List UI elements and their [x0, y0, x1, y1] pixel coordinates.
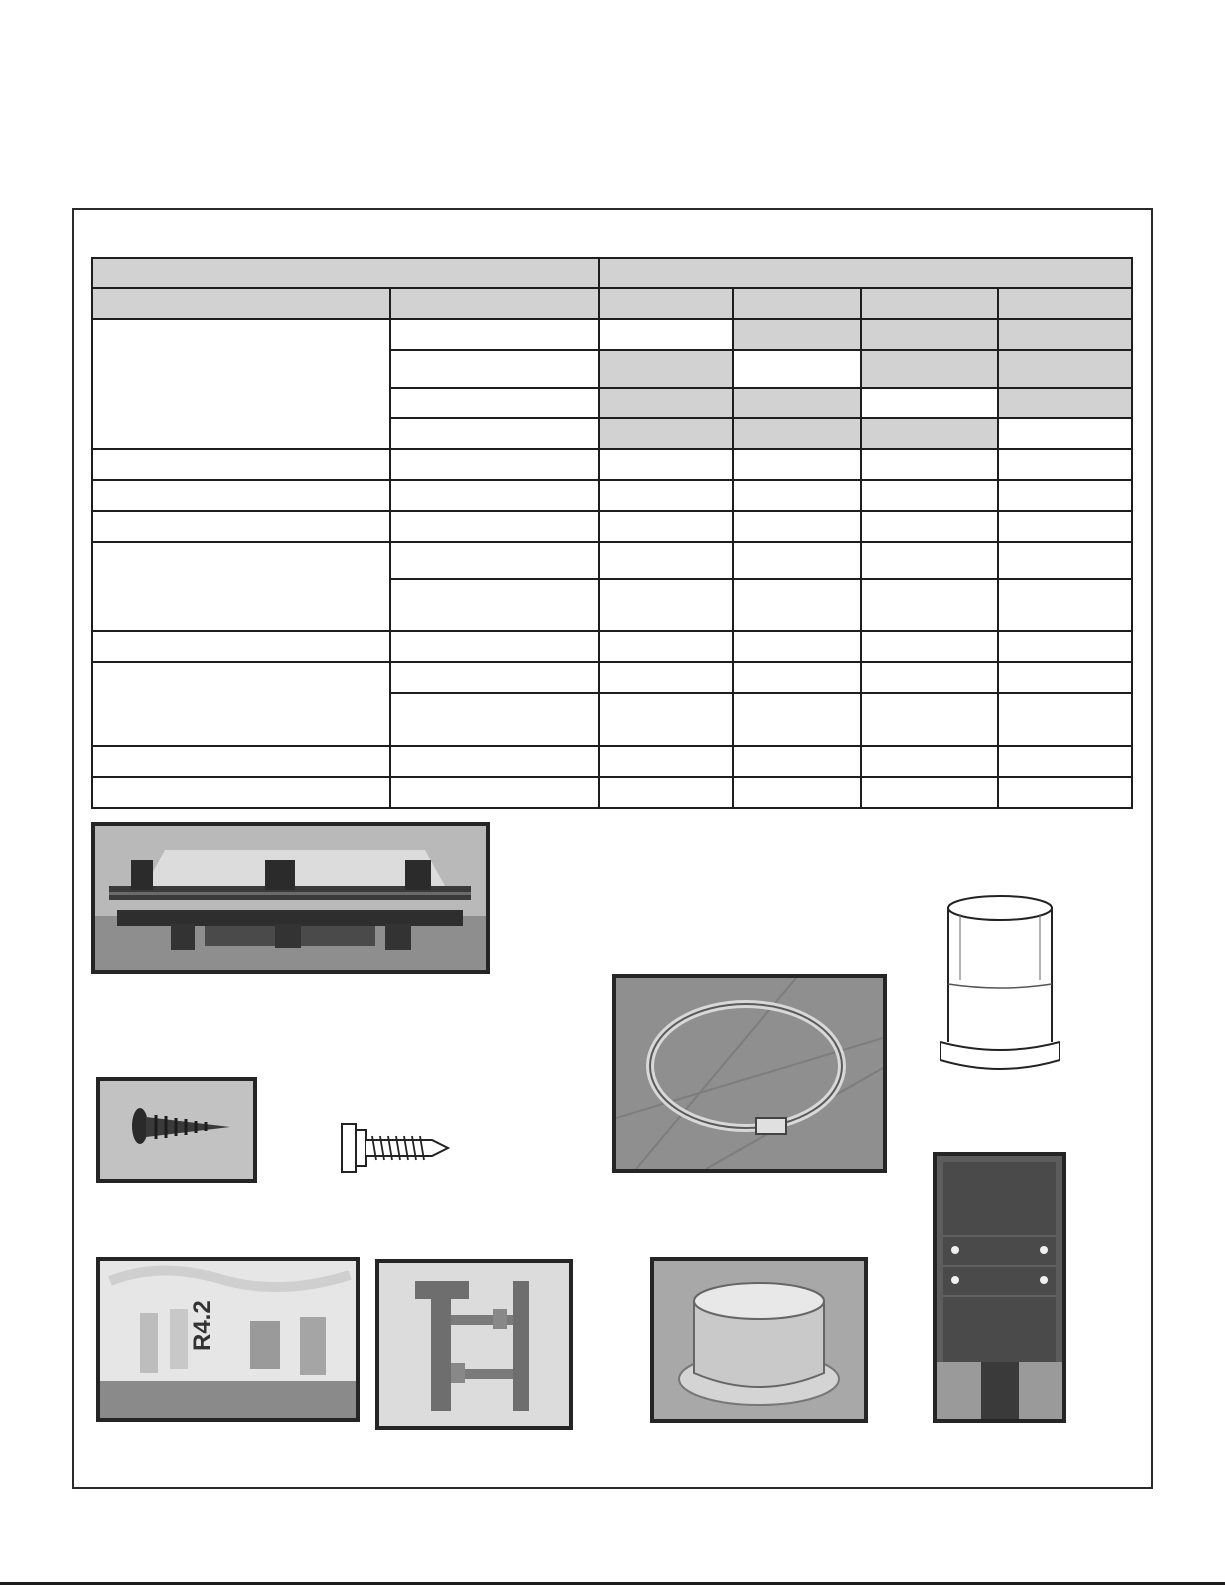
table-cell [998, 418, 1132, 449]
wall-bracket-photo [91, 822, 490, 974]
table-cell [390, 631, 599, 662]
header-cell [92, 288, 390, 319]
table-cell [861, 631, 998, 662]
table-cell [998, 693, 1132, 746]
table-cell [998, 449, 1132, 480]
table-cell [733, 449, 861, 480]
table-cell [733, 388, 861, 418]
table-cell [861, 777, 998, 808]
parts-table [91, 257, 1133, 809]
table-cell [390, 542, 599, 579]
table-cell [599, 631, 733, 662]
table-cell [92, 319, 390, 449]
table-cell [998, 746, 1132, 777]
table-cell [599, 418, 733, 449]
table-cell [733, 480, 861, 511]
table-cell [861, 746, 998, 777]
pipe-sleeve-drawing [940, 892, 1060, 1084]
table-cell [390, 418, 599, 449]
table-cell [599, 542, 733, 579]
table-row [92, 511, 1132, 542]
table-cell [390, 511, 599, 542]
table-cell [92, 480, 390, 511]
table-cell [599, 388, 733, 418]
table-subheader-row [92, 288, 1132, 319]
table-cell [733, 319, 861, 350]
table-cell [390, 449, 599, 480]
table-cell [998, 631, 1132, 662]
table-cell [599, 662, 733, 693]
table-cell [998, 777, 1132, 808]
table-cell [599, 449, 733, 480]
table-cell [390, 746, 599, 777]
table-cell [390, 693, 599, 746]
bag-label-text: R4.2 [189, 1300, 216, 1351]
header-cell [390, 288, 599, 319]
hex-head-screw-photo [96, 1077, 257, 1183]
table-cell [599, 777, 733, 808]
table-row [92, 319, 1132, 350]
table-cell [599, 511, 733, 542]
heat-shield-photo [933, 1152, 1066, 1423]
table-cell [733, 579, 861, 631]
table-cell [733, 511, 861, 542]
table-cell [861, 319, 998, 350]
table-cell [998, 480, 1132, 511]
table-cell [390, 579, 599, 631]
table-header-row [92, 258, 1132, 288]
table-cell [92, 449, 390, 480]
table-cell [861, 579, 998, 631]
table-row [92, 746, 1132, 777]
table-cell [861, 388, 998, 418]
table-cell [92, 777, 390, 808]
table-cell [599, 350, 733, 388]
table-cell [861, 418, 998, 449]
table-cell [998, 579, 1132, 631]
table-cell [92, 662, 390, 746]
header-cell [599, 258, 1132, 288]
spacer-bracket-photo [375, 1259, 573, 1430]
table-cell [92, 542, 390, 631]
table-cell [998, 511, 1132, 542]
header-cell [998, 288, 1132, 319]
table-cell [733, 693, 861, 746]
self-drilling-screw-drawing [336, 1118, 456, 1178]
table-cell [733, 418, 861, 449]
table-cell [733, 746, 861, 777]
table-row [92, 480, 1132, 511]
table-cell [861, 662, 998, 693]
header-cell [861, 288, 998, 319]
table-cell [599, 480, 733, 511]
table-cell [861, 449, 998, 480]
table-cell [998, 662, 1132, 693]
table-cell [599, 746, 733, 777]
insulation-bag-photo [96, 1257, 360, 1422]
table-cell [390, 480, 599, 511]
header-cell [733, 288, 861, 319]
table-cell [998, 542, 1132, 579]
table-cell [733, 631, 861, 662]
table-cell [998, 319, 1132, 350]
table-row [92, 542, 1132, 579]
table-row [92, 631, 1132, 662]
table-cell [599, 693, 733, 746]
table-cell [390, 388, 599, 418]
table-cell [92, 511, 390, 542]
table-cell [390, 350, 599, 388]
hose-clamp-photo [612, 974, 887, 1173]
table-cell [733, 777, 861, 808]
table-cell [733, 350, 861, 388]
table-cell [390, 662, 599, 693]
header-cell [599, 288, 733, 319]
table-row [92, 449, 1132, 480]
table-cell [390, 777, 599, 808]
table-cell [733, 542, 861, 579]
table-cell [92, 746, 390, 777]
header-cell [92, 258, 599, 288]
table-cell [92, 631, 390, 662]
table-cell [861, 511, 998, 542]
table-cell [390, 319, 599, 350]
table-cell [733, 662, 861, 693]
table-cell [998, 350, 1132, 388]
table-row [92, 777, 1132, 808]
table-cell [861, 480, 998, 511]
collar-ring-photo [650, 1257, 868, 1423]
table-cell [861, 542, 998, 579]
table-cell [998, 388, 1132, 418]
table-row [92, 662, 1132, 693]
table-cell [599, 579, 733, 631]
table-cell [599, 319, 733, 350]
table-cell [861, 350, 998, 388]
table-cell [861, 693, 998, 746]
